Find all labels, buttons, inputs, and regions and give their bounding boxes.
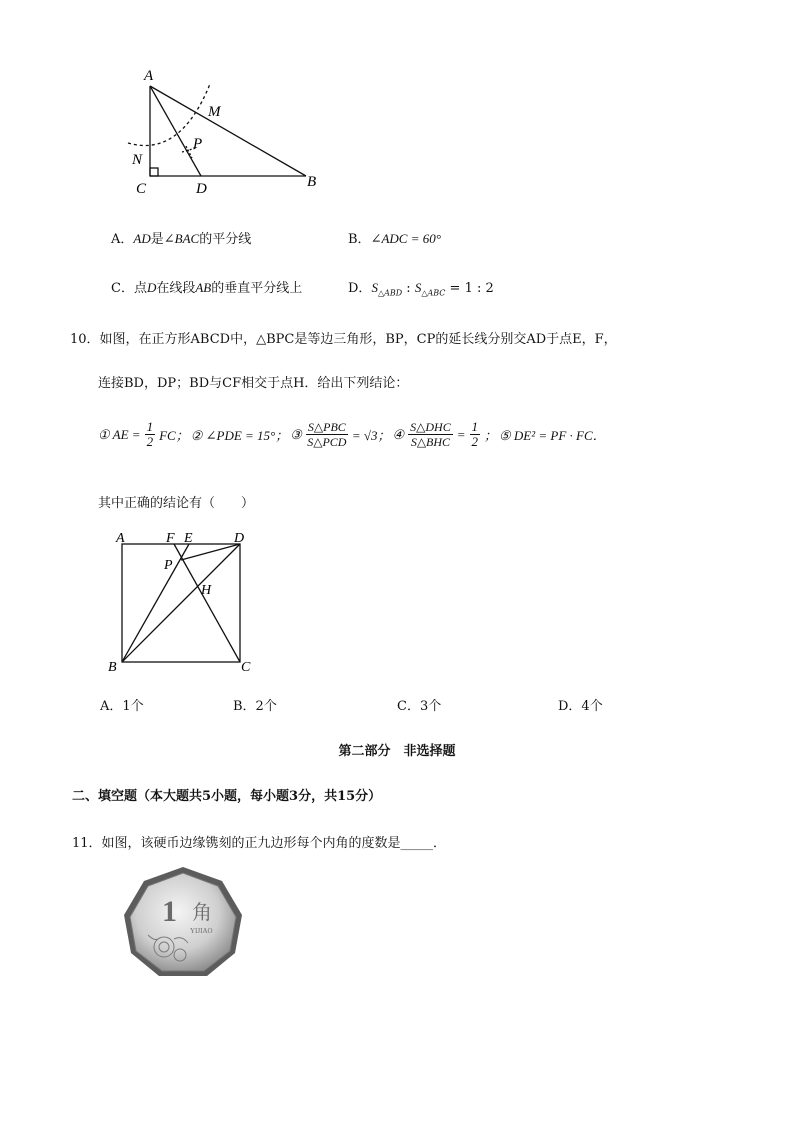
text: 的垂直平分线上 — [211, 281, 303, 296]
label-b: B — [108, 660, 117, 675]
coin-pinyin: YIJIAO — [190, 927, 213, 935]
text: 是 — [150, 232, 164, 247]
right-angle-mark — [150, 168, 158, 176]
label-c: C — [241, 660, 251, 675]
label-p: P — [193, 136, 203, 152]
point-name: D — [146, 280, 157, 295]
fraction-half: $\frac{1}{2}$ — [146, 419, 154, 449]
segment-cf — [174, 544, 240, 662]
q10-option-d[interactable]: D．4个 — [558, 699, 603, 714]
conclusion-1: ① AE = — [98, 426, 141, 442]
label-p: P — [164, 558, 173, 573]
q9-option-c[interactable] — [111, 277, 302, 296]
angle-name: ∠BAC — [163, 231, 200, 246]
area-subscript: △ABD — [377, 288, 403, 298]
option-label: B． — [348, 232, 371, 247]
q11-stem — [72, 832, 446, 851]
label-n: N — [132, 152, 143, 168]
conclusion-4-end: ； — [484, 428, 498, 443]
label-c: C — [136, 181, 147, 197]
label-d: D — [234, 531, 245, 546]
q10-question: 其中正确的结论有（ ） — [98, 496, 255, 511]
label-m: M — [208, 104, 221, 120]
side-ab — [150, 86, 306, 176]
segment-name: AD — [133, 231, 151, 246]
equals: = — [456, 426, 466, 442]
section2-title: 二、填空题（本大题共5小题，每小题3分，共15分） — [72, 789, 382, 804]
q10-option-b[interactable]: B．2个 — [233, 699, 277, 714]
option-text: ∠ADC = 60° — [370, 231, 441, 246]
option-label: C．点 — [111, 281, 147, 296]
label-a: A — [116, 531, 125, 546]
answer-blank[interactable]: _____ — [400, 836, 434, 851]
coin-image — [118, 865, 248, 980]
area-subscript: △ABC — [421, 288, 446, 298]
conclusion-5: ⑤ DE² = PF · FC． — [499, 428, 606, 443]
q10-stem-line2: 连接BD，DP；BD与CF相交于点H．给出下列结论： — [98, 376, 409, 391]
conclusion-3-end: = √3； — [351, 428, 391, 443]
coin-character: 角 — [192, 902, 212, 924]
colon: : — [402, 281, 415, 296]
q10-stem-line1: 10．如图，在正方形ABCD中，△BPC是等边三角形，BP，CP的延长线分别交AD于点E，F， — [70, 332, 617, 347]
q9-option-d[interactable] — [348, 277, 494, 298]
coin-number: 1 — [162, 895, 177, 928]
conclusion-1-end: FC； — [159, 428, 189, 443]
q9-figure — [120, 60, 330, 200]
text: 的平分线 — [199, 232, 252, 247]
q10-option-a[interactable]: A．1个 — [100, 699, 144, 714]
q10-figure — [100, 528, 270, 676]
option-label: D． — [348, 281, 372, 296]
label-d: D — [196, 181, 207, 197]
area-symbol: S — [371, 280, 378, 295]
conclusion-3-label: ③ — [290, 426, 302, 442]
fraction-area-ratio-4: $\frac{\text{S△DHC}}{\text{S△BHC}}$ — [410, 420, 451, 449]
segment-ad — [150, 86, 201, 176]
area-symbol: S — [414, 280, 422, 295]
label-a: A — [144, 68, 154, 84]
q9-option-a[interactable] — [111, 228, 251, 247]
label-e: E — [184, 531, 193, 546]
fraction-area-ratio-3: $\frac{\text{S△PBC}}{\text{S△PCD}}$ — [307, 420, 347, 449]
label-b: B — [307, 174, 317, 190]
label-f: F — [166, 531, 175, 546]
segment-bd — [122, 544, 240, 662]
ratio: = 1 : 2 — [445, 281, 494, 296]
q11-text: 11．如图，该硬币边缘镌刻的正九边形每个内角的度数是 — [72, 836, 401, 851]
text: 在线段 — [156, 281, 196, 296]
segment-name: AB — [195, 280, 212, 295]
segment-be — [122, 544, 189, 662]
q10-option-c[interactable]: C．3个 — [397, 699, 442, 714]
option-label: A． — [111, 232, 134, 247]
q10-conclusions — [98, 420, 606, 449]
q9-option-b[interactable] — [348, 228, 441, 247]
label-h: H — [201, 583, 212, 598]
q11-end: ． — [433, 836, 447, 851]
conclusion-2: ② ∠PDE = 15°； — [190, 428, 289, 443]
fraction-half-2: $\frac{1}{2}$ — [471, 419, 478, 449]
conclusion-4-label: ④ — [392, 426, 405, 442]
part2-title: 第二部分 非选择题 — [338, 744, 456, 759]
